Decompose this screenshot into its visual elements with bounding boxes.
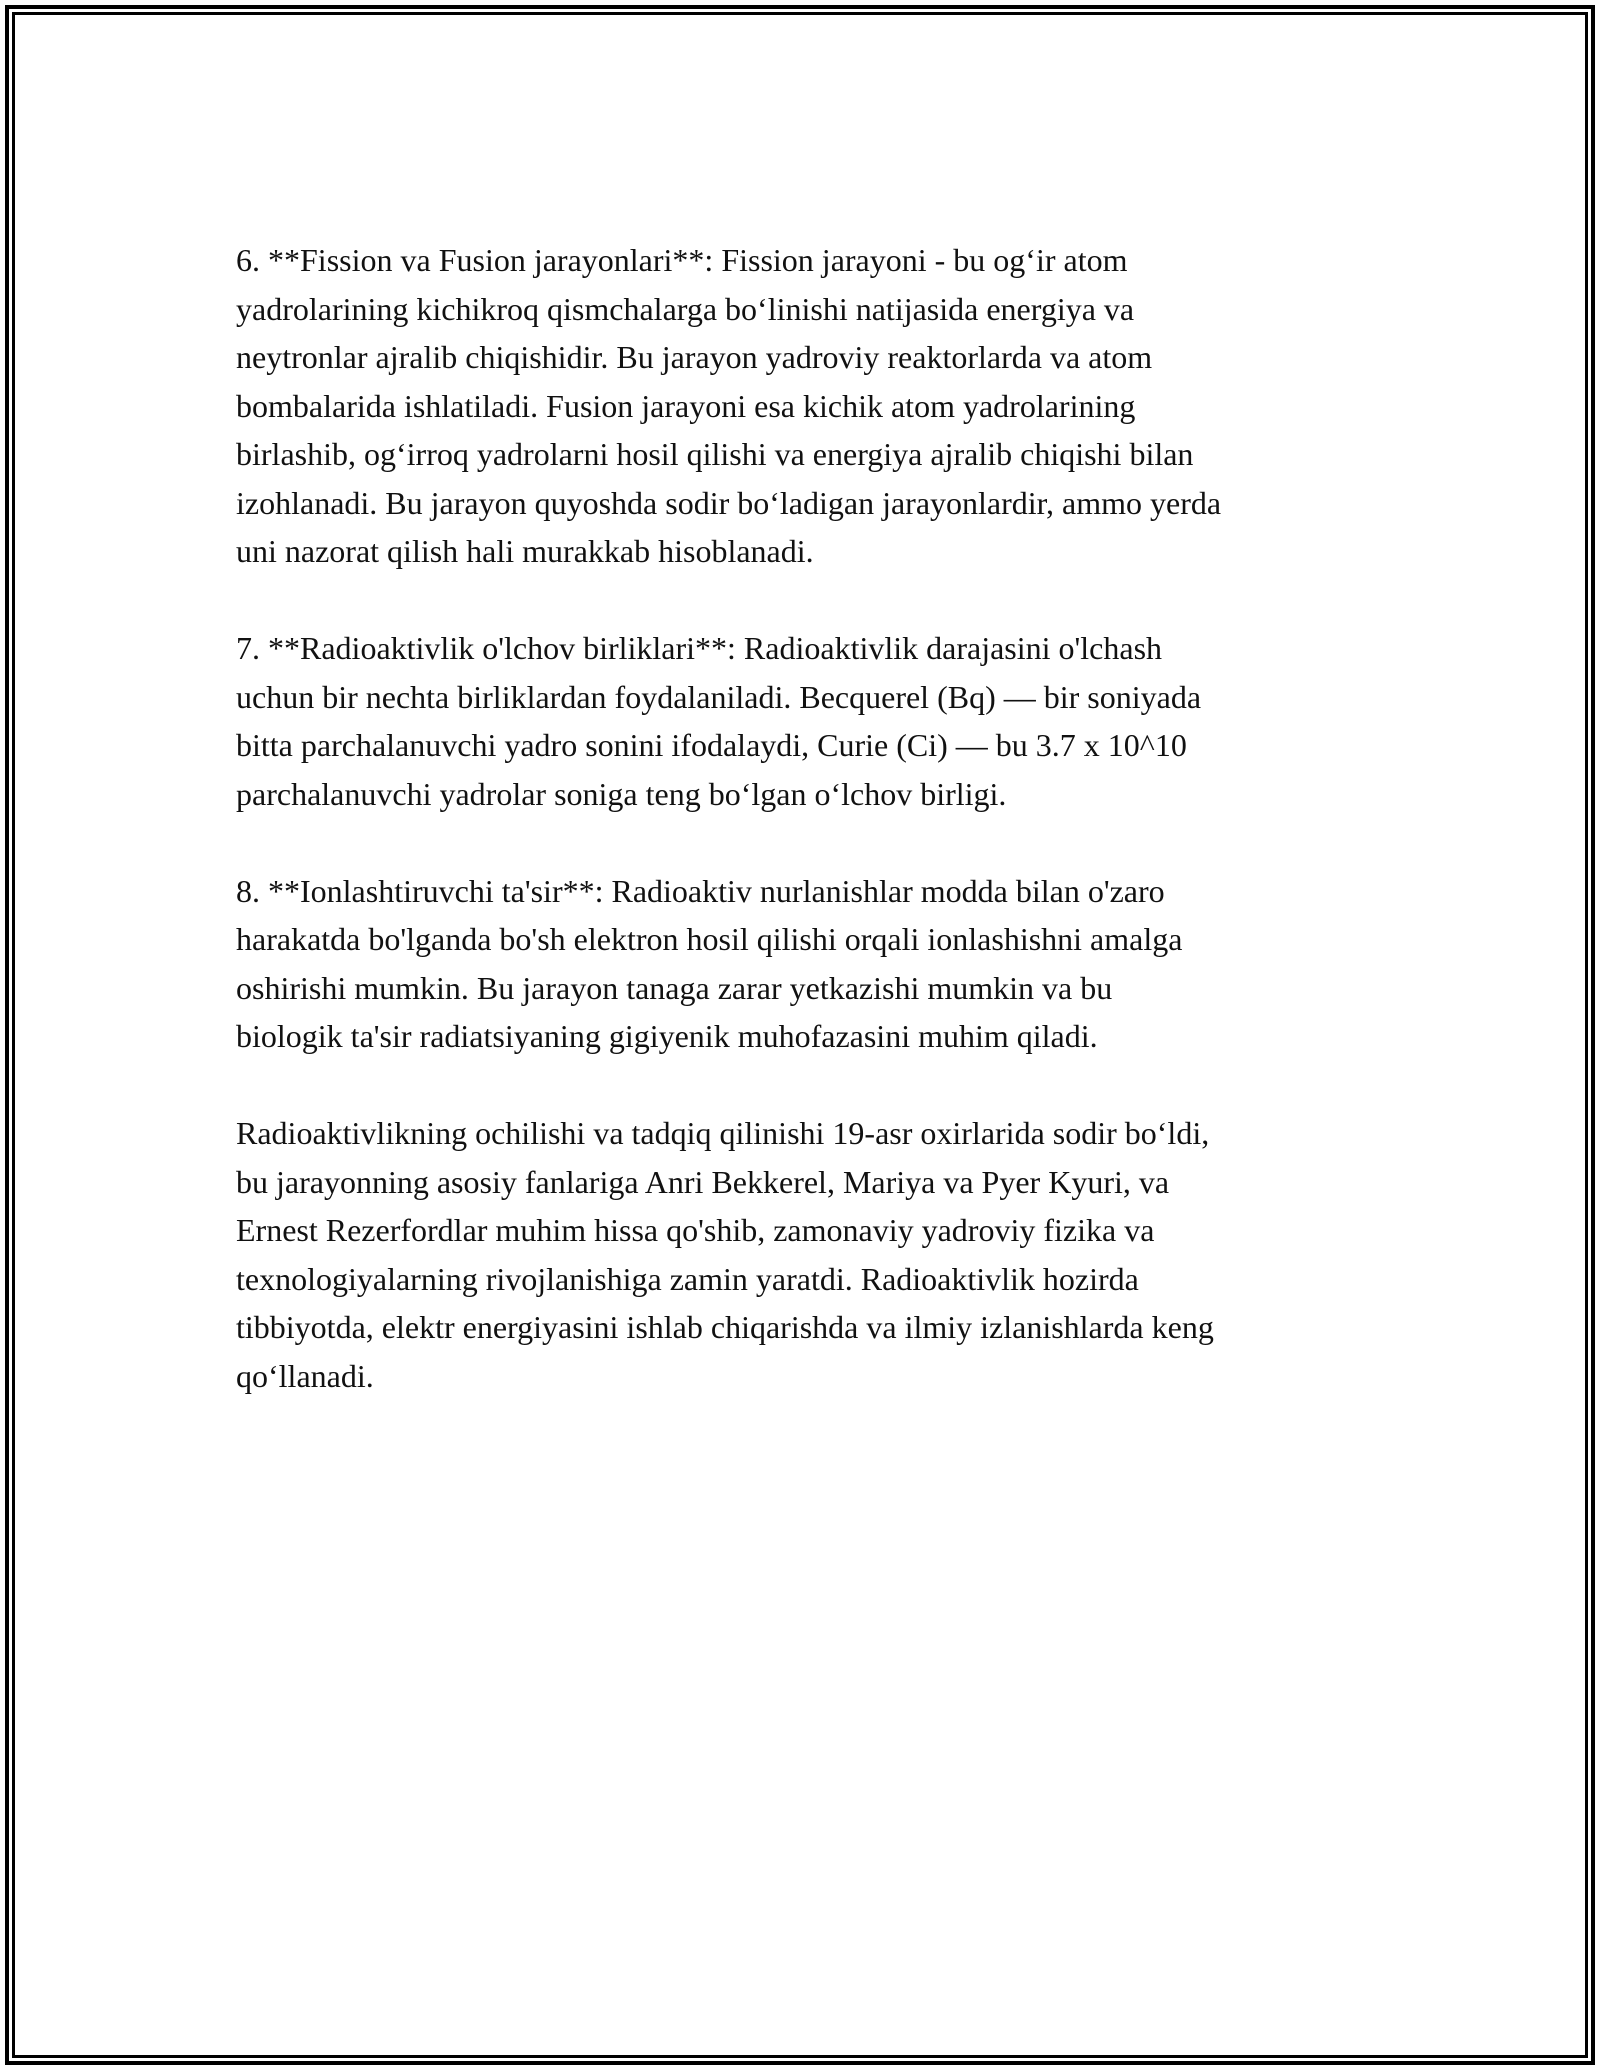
paragraph-history-summary: Radioaktivlikning ochilishi va tadqiq qilinishi 19-asr oxirlarida sodir bo‘ldi, bu jarayonning asosiy fanlariga Anri Bekkerel, Mariya va Pyer Kyuri, va Ernest Rezerfordlar muhim hissa qo'shib, zamonaviy yadroviy fizika va texnologiyalarning rivojlanishiga zamin yaratdi. Radioaktivlik hozirda tibbiyotda, elektr energiyasini ishlab chiqarishda va ilmiy izlanishlarda keng qo‘llanadi. (236, 1115, 1214, 1394)
paragraph-ionizing-effect: 8. **Ionlashtiruvchi ta'sir**: Radioaktiv nurlanishlar modda bilan o'zaro harakatda bo'lganda bo'sh elektron hosil qilishi orqali ionlashishni amalga oshirishi mumkin. Bu jarayon tanaga zarar yetkazishi mumkin va bu biologik ta'sir radiatsiyaning gigiyenik muhofazasini muhim qiladi. (236, 872, 1183, 1054)
paragraph-measurement-units: 7. **Radioaktivlik o'lchov birliklari**: Radioaktivlik darajasini o'lchash uchun bir nechta birliklardan foydalaniladi. Becquerel (Bq) — bir soniyada bitta parchalanuvchi yadro sonini ifodalaydi, Curie (Ci) — bu 3.7 x 10^10 parchalanuvchi yadrolar soniga teng bo‘lgan o‘lchov birligi. (236, 630, 1202, 812)
document-body (236, 236, 1386, 1449)
paragraph-fission-fusion: 6. **Fission va Fusion jarayonlari**: Fission jarayoni - bu og‘ir atom yadrolarining kichikroq qismchalarga bo‘linishi natijasida energiya va neytronlar ajralib chiqishidir. Bu jarayon yadroviy reaktorlarda va atom bombalarida ishlatiladi. Fusion jarayoni esa kichik atom yadrolarining birlashib, og‘irroq yadrolarni hosil qilishi va energiya ajralib chiqishi bilan izohlanadi. Bu jarayon quyoshda sodir bo‘ladigan jarayonlardir, ammo yerda uni nazorat qilish hali murakkab hisoblanadi. (236, 242, 1222, 569)
